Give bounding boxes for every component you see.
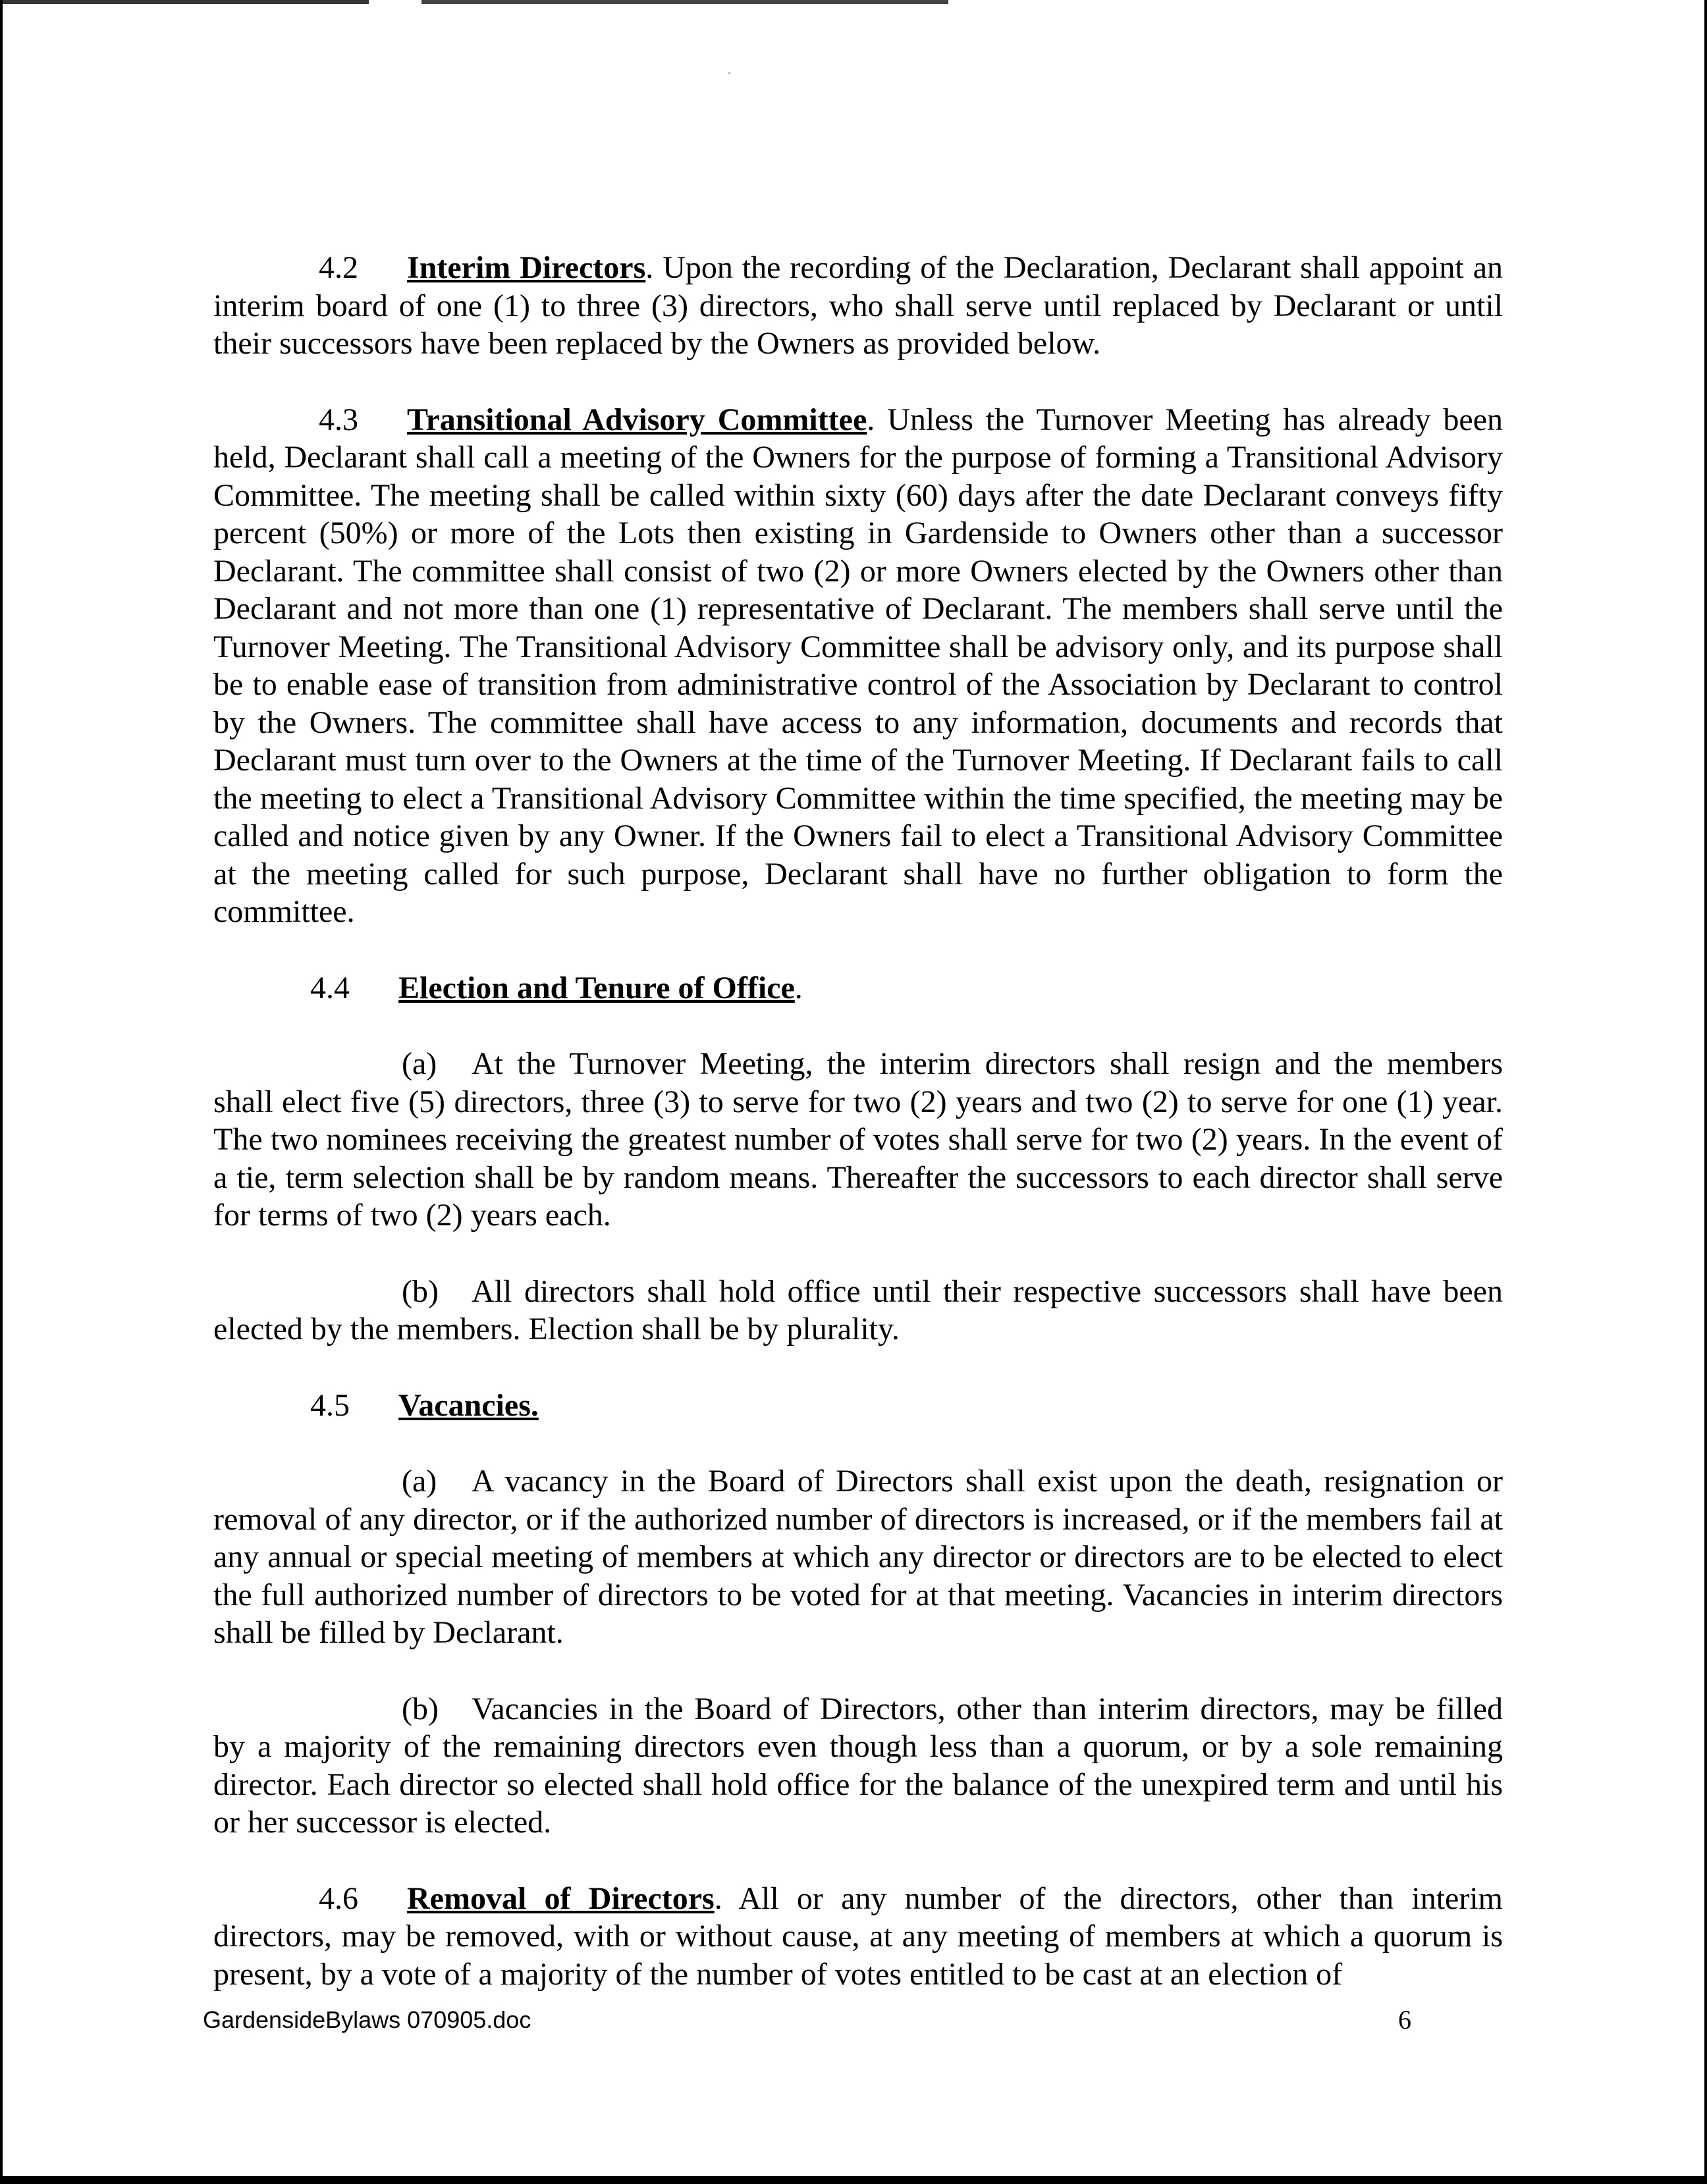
section-number: 4.5: [310, 1387, 350, 1423]
subsection-label: (b): [402, 1273, 439, 1309]
section-4-5-b: [213, 1690, 1503, 1842]
section-4-6: 4.6 Removal of Directors. All or any number of the directors, other than interim directors, may be removed, with or without cause, at any meeting of members at which a quorum is present, by a vote of a majority of the number of votes entitled to be cast at an election of: [213, 1880, 1503, 1992]
scan-speck: [728, 72, 730, 74]
subsection-label: (a): [402, 1046, 437, 1081]
subsection-text: At the Turnover Meeting, the interim directors shall resign and the members shall elect five (5) directors, three (3) to serve for two (2) years and two (2) to serve for one (1) year. The two nominees receiving the greatest number of votes shall serve for two (2) years. In the event of a tie, term selection shall be by random means. Thereafter the successors to each director shall serve for terms of two (2) years each.: [213, 1046, 1503, 1233]
section-4-3: 4.3 Transitional Advisory Committee. Unless the Turnover Meeting has already been held, Declarant shall call a meeting of the Owners for the purpose of forming a Transitional Advisory Committee. The meeting shall be called within sixty (60) days after the date Declarant conveys fifty percent (50%) or more of the Lots then existing in Gardenside to Owners other than a successor Declarant. The committee shall consist of two (2) or more Owners elected by the Owners other than Declarant and not more than one (1) representative of Declarant. The members shall serve until the Turnover Meeting. The Transitional Advisory Committee shall be advisory only, and its purpose shall be to enable ease of transition from administrative control of the Association by Declarant to control by the Owners. The committee shall have access to any information, documents and records that Declarant must turn over to the Owners at the time of the Turnover Meeting. If Declarant fails to call the meeting to elect a Transitional Advisory Committee within the time specified, the meeting may be called and notice given by any Owner. If the Owners fail to elect a Transitional Advisory Committee at the meeting called for such purpose, Declarant shall have no further obligation to form the committee.: [213, 402, 1504, 929]
page-number: 6: [1398, 2005, 1411, 2035]
subsection-text: All directors shall hold office until their respective successors shall have been elected by the members. Election shall be by plurality.: [213, 1273, 1503, 1346]
section-number: 4.6: [319, 1880, 358, 1916]
section-4-4-heading: 4.4 Election and Tenure of Office.: [310, 969, 1503, 1007]
footer-filename: GardensideBylaws 070905.doc: [203, 2006, 531, 2033]
scan-edge-bottom: [0, 2176, 1707, 2184]
section-4-2: 4.2 Interim Directors. Upon the recording of the Declaration, Declarant shall appoint an interim board of one (1) to three (3) directors, who shall serve until replaced by Declarant or until their successors have been replaced by the Owners as provided below.: [213, 250, 1503, 361]
document-page: [213, 249, 1503, 1993]
scan-artifact-top: [0, 0, 948, 4]
section-text: Unless the Turnover Meeting has already been held, Declarant shall call a meeting of the Owners for the purpose of forming a Transitional Advisory Committee. The meeting shall be called within sixty (60) days after the date Declarant conveys fifty percent (50%) or more of the Lots then existing in Gardenside to Owners other than a successor Declarant. The committee shall consist of two (2) or more Owners elected by the Owners other than Declarant and not more than one (1) representative of Declarant. The members shall serve until the Turnover Meeting. The Transitional Advisory Committee shall be advisory only, and its purpose shall be to enable ease of transition from administrative control of the Association by Declarant to control by the Owners. The committee shall have access to any information, documents and records that Declarant must turn over to the Owners at the time of the Turnover Meeting. If Declarant fails to call the meeting to elect a Transitional Advisory Committee within the time specified, the meeting may be called and notice given by any Owner. If the Owners fail to elect a Transitional Advisory Committee at the meeting called for such purpose, Declarant shall have no further obligation to form the committee.: [213, 402, 1504, 929]
subsection-label: (a): [402, 1464, 437, 1499]
subsection-text: Vacancies in the Board of Directors, other than interim directors, may be filled by a majority of the remaining directors even though less than a quorum, or by a sole remaining director. Each director so elected shall hold office for the balance of the unexpired term and until his or her successor is elected.: [213, 1691, 1503, 1840]
section-text: Upon the recording of the Declaration, Declarant shall appoint an interim board of one (1) to three (3) directors, who shall serve until replaced by Declarant or until their successors have been replaced by the Owners as provided below.: [213, 250, 1503, 361]
section-4-5-heading: [310, 1387, 1503, 1425]
section-4-4-b: [213, 1273, 1503, 1348]
section-title: Vacancies.: [398, 1387, 539, 1423]
scan-edge-left: [0, 0, 3, 2184]
section-title: Interim Directors: [407, 250, 646, 285]
section-title: Election and Tenure of Office: [398, 970, 795, 1005]
section-text: All or any number of the directors, other than interim directors, may be removed, with or without cause, at any meeting of members at which a quorum is present, by a vote of a majority of the number of votes entitled to be cast at an election of: [213, 1880, 1503, 1992]
section-4-5-a: [213, 1462, 1503, 1652]
subsection-label: (b): [402, 1691, 439, 1726]
section-number: 4.3: [319, 402, 358, 437]
section-4-4-a: [213, 1045, 1503, 1235]
subsection-text: A vacancy in the Board of Directors shall exist upon the death, resignation or removal of any director, or if the authorized number of directors is increased, or if the members fail at any annual or special meeting of members at which any director or directors are to be elected to elect the full authorized number of directors to be voted for at that meeting. Vacancies in interim directors shall be filled by Declarant.: [213, 1464, 1503, 1650]
section-title: Transitional Advisory Committee: [407, 402, 867, 437]
page-footer: [203, 2006, 1411, 2035]
scan-edge-right: [1704, 0, 1707, 2184]
section-number: 4.4: [310, 970, 350, 1005]
section-title: Removal of Directors: [407, 1880, 715, 1916]
section-number: 4.2: [319, 250, 358, 285]
